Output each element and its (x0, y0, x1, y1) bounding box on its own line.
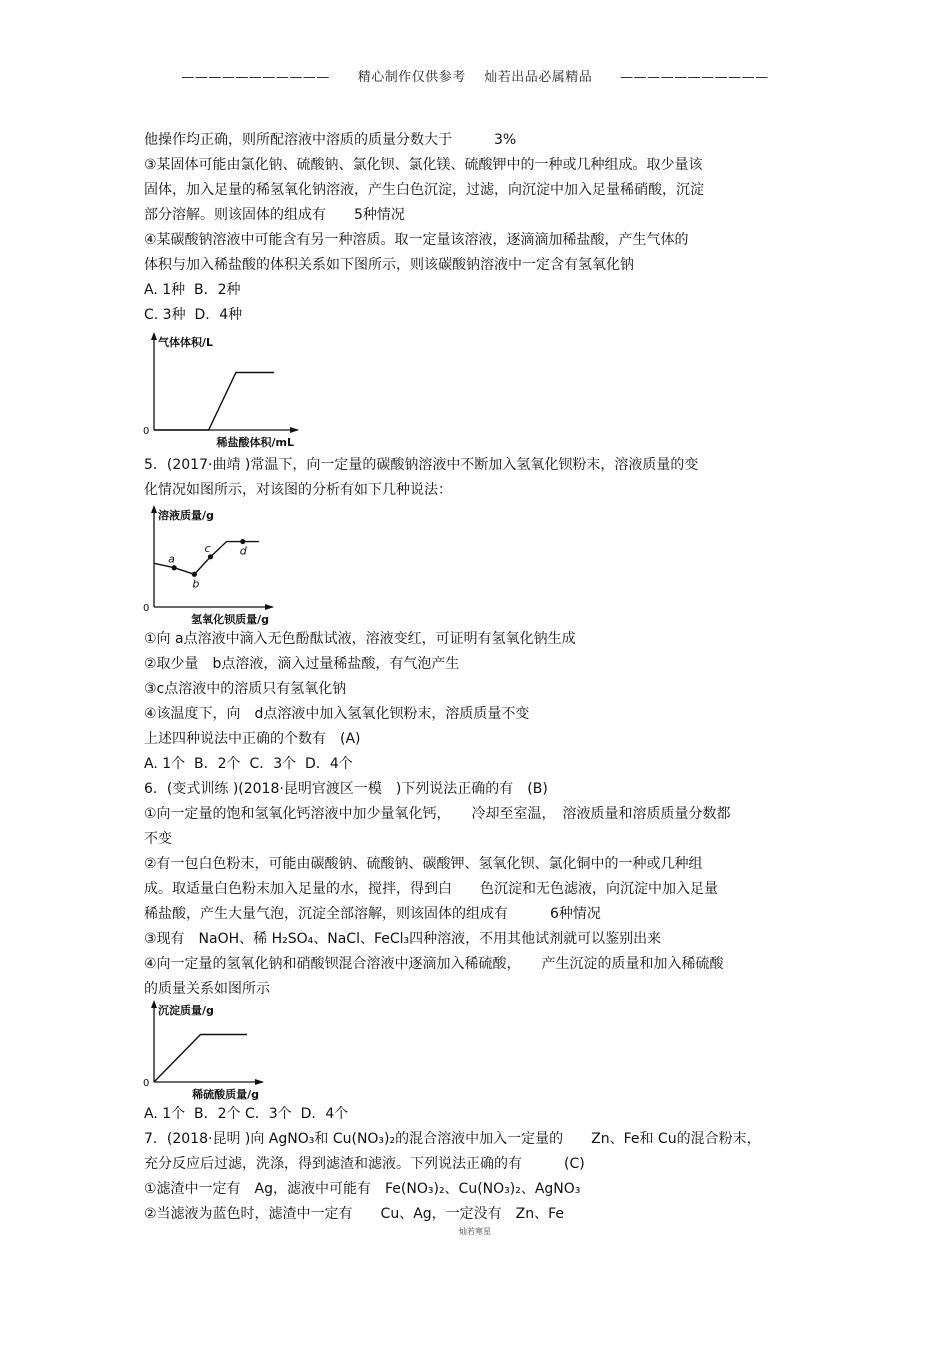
text-line: ②当滤液为蓝色时，滤渣中一定有 Cu、Ag，一定没有 Zn、Fe (144, 1206, 565, 1222)
y-axis-arrow (151, 1000, 157, 1008)
data-point-d (240, 539, 245, 544)
text-line: 充分反应后过滤，洗涤，得到滤渣和滤液。下列说法正确的有 (C) (144, 1156, 585, 1172)
text-line: ③现有 NaOH、稀 H₂SO₄、NaCl、FeCl₃四种溶液，不用其他试剂就可以鉴别出来 (144, 931, 662, 947)
text-line: 成。取适量白色粉末加入足量的水，搅拌，得到白 色沉淀和无色滤液，向沉淀中加入足量 (144, 881, 718, 897)
y-axis-arrow (151, 332, 157, 340)
text-line: 部分溶解。则该固体的组成有 5种情况 (144, 207, 405, 223)
point-label-d: d (239, 544, 247, 558)
text-line: 他操作均正确，则所配溶液中溶质的质量分数大于 3% (144, 132, 517, 148)
text-line: ④向一定量的氢氧化钠和硝酸钡混合溶液中逐滴加入稀硫酸， 产生沉淀的质量和加入稀硫酸 (144, 956, 724, 972)
text-line: ①向一定量的饱和氢氧化钙溶液中加少量氧化钙， 冷却至室温， 溶液质量和溶质质量分数都 (144, 806, 731, 822)
page-header (0, 66, 950, 85)
header-dashes-left: ——————————— (181, 70, 330, 85)
text-line: 7．(2018·昆明 )向 AgNO₃和 Cu(NO₃)₂的混合溶液中加入一定量的 Zn、Fe和 Cu的混合粉末， (144, 1131, 761, 1147)
text-line: 化情况如图所示，对该图的分析有如下几种说法： (144, 482, 452, 498)
y-axis-label: 沉淀质量/g (158, 1004, 214, 1017)
point-label-b: b (192, 577, 200, 591)
origin-label: 0 (143, 426, 150, 437)
series-line (154, 1035, 247, 1083)
text-line: 5．(2017·曲靖 )常温下，向一定量的碳酸钠溶液中不断加入氢氧化钡粉末，溶液质量的变 (144, 457, 699, 473)
text-line: A. 1个 B．2个 C．3个 D．4个 (144, 1106, 349, 1122)
text-line: 6．(变式训练 )(2018·昆明官渡区一模 )下列说法正确的有 (B) (144, 781, 548, 797)
header-text-1: 精心制作仅供参考 (357, 70, 466, 85)
text-line: 稀盐酸，产生大量气泡，沉淀全部溶解，则该固体的组成有 6种情况 (144, 906, 601, 922)
text-line: 的质量关系如图所示 (144, 981, 270, 997)
data-point-c (208, 554, 213, 559)
y-axis-arrow (151, 505, 157, 513)
header-text-2: 灿若出品必属精品 (484, 70, 593, 85)
gas-volume-chart (140, 330, 300, 448)
text-line: A. 1种 B．2种 (144, 282, 241, 298)
y-axis-label: 气体体积/L (158, 336, 214, 349)
data-point-a (172, 565, 177, 570)
data-point-b (192, 572, 197, 577)
text-line: A. 1个 B．2个 C．3个 D．4个 (144, 756, 353, 772)
x-axis-label: 稀盐酸体积/mL (216, 436, 294, 448)
point-label-c: c (204, 541, 211, 555)
text-line: 固体，加入足量的稀氢氧化钠溶液，产生白色沉淀，过滤，向沉淀中加入足量稀硝酸，沉淀 (144, 182, 704, 198)
text-line: ②取少量 b点溶液，滴入过量稀盐酸，有气泡产生 (144, 656, 460, 672)
x-axis-arrow (255, 1079, 264, 1085)
point-label-a: a (168, 552, 175, 566)
text-line: ④某碳酸钠溶液中可能含有另一种溶质。取一定量该溶液，逐滴滴加稀盐酸，产生气体的 (144, 232, 689, 248)
x-axis-label: 稀硫酸质量/g (192, 1088, 259, 1100)
text-line: 体积与加入稀盐酸的体积关系如下图所示，则该碳酸钠溶液中一定含有氢氧化钠 (144, 257, 634, 273)
header-dashes-right: ——————————— (620, 70, 769, 85)
origin-label: 0 (143, 1078, 150, 1089)
text-line: ②有一包白色粉末，可能由碳酸钠、硫酸钠、碳酸钾、氢氧化钡、氯化铜中的一种或几种组 (144, 856, 703, 872)
text-line: 上述四种说法中正确的个数有 (A) (144, 731, 361, 747)
text-line: ③某固体可能由氯化钠、硫酸钠、氯化钡、氯化镁、硫酸钾中的一种或几种组成。取少量该 (144, 157, 703, 173)
precipitate-mass-chart (140, 998, 265, 1100)
y-axis-label: 溶液质量/g (158, 509, 214, 522)
x-axis-arrow (265, 604, 274, 610)
solution-mass-chart (140, 503, 275, 625)
text-line: ①滤渣中一定有 Ag，滤液中可能有 Fe(NO₃)₂、Cu(NO₃)₂、AgNO₃ (144, 1181, 581, 1197)
text-line: ③c点溶液中的溶质只有氢氧化钠 (144, 681, 347, 697)
text-line: ①向 a点溶液中滴入无色酚酞试液，溶液变红，可证明有氢氧化钠生成 (144, 631, 576, 647)
text-line: 不变 (144, 831, 172, 847)
x-axis-label: 氢氧化钡质量/g (191, 613, 269, 625)
series-line (154, 373, 274, 431)
text-line: ④该温度下，向 d点溶液中加入氢氧化钡粉末，溶质质量不变 (144, 706, 530, 722)
text-line: C. 3种 D．4种 (144, 307, 243, 323)
origin-label: 0 (143, 603, 150, 614)
x-axis-arrow (290, 427, 299, 433)
page-footer: 灿若寒星 (459, 1227, 491, 1236)
